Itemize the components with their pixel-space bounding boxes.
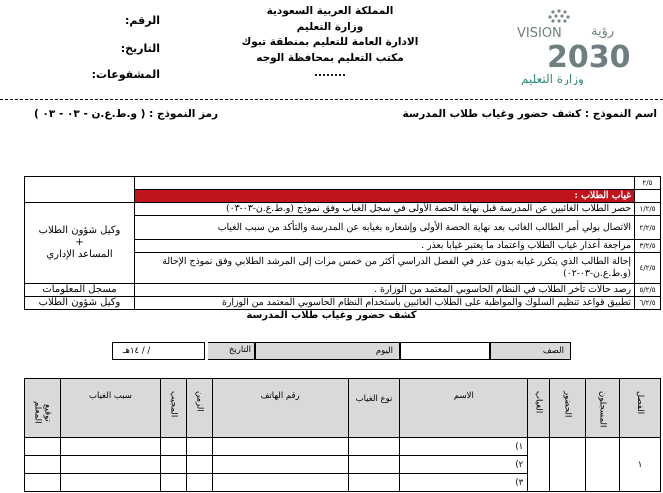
class-number: ١	[620, 438, 661, 492]
col-registered: المسجلون	[586, 379, 620, 438]
time-cell[interactable]	[186, 474, 212, 492]
duty-task: رصد حالات تأخر الطلاب في النظام الحاسوبي المعتمد من الوزارة .	[135, 284, 635, 297]
duty-task	[135, 177, 635, 190]
reason-cell[interactable]	[61, 474, 161, 492]
col-reason: سبب الغياب	[61, 379, 161, 438]
col-time: الزمن	[186, 379, 212, 438]
role-plus: +	[75, 237, 84, 248]
form-code: رمز النموذج : ( و.ط.ع.ن - ٠٣ - ٠٣ )	[34, 108, 219, 120]
vision-year: 2030	[547, 40, 631, 75]
duties-table	[24, 176, 661, 310]
reason-cell[interactable]	[61, 456, 161, 474]
date-label: التاريخ:	[120, 42, 160, 55]
time-cell[interactable]	[186, 456, 212, 474]
col-teacher-sign: توقيع المعلم	[25, 379, 61, 438]
reason-cell[interactable]	[61, 438, 161, 456]
duty-number: ١/٢/٥	[635, 203, 661, 216]
table-row	[25, 438, 661, 456]
duty-role	[25, 177, 135, 203]
col-absent: الغياب	[528, 379, 550, 438]
duty-number	[635, 190, 661, 203]
duty-number: ٤/٢/٥	[635, 253, 661, 284]
kingdom-title: المملكة العربية السعودية	[266, 5, 394, 17]
date-label-bar: التاريخ	[228, 345, 251, 355]
duty-number: ٢/٢/٥	[635, 216, 661, 240]
time-cell[interactable]	[186, 438, 212, 456]
present-cell[interactable]	[550, 438, 586, 492]
col-phone: رقم الهاتف	[212, 379, 348, 438]
form-name: اسم النموذج : كشف حضور وغياب طلاب المدرسة	[402, 108, 657, 120]
teacher-sign-cell[interactable]	[25, 474, 61, 492]
duty-number: ٣/٢/٥	[635, 240, 661, 253]
sheet-title: كشف حضور وغياب طلاب المدرسة	[246, 310, 417, 321]
duties-row	[25, 203, 661, 216]
duties-row	[25, 297, 661, 310]
duty-number: ٥/٢/٥	[635, 284, 661, 297]
role-line: المساعد الإداري	[46, 249, 113, 260]
class-field[interactable]	[400, 342, 490, 360]
header-divider	[0, 99, 663, 100]
vision-2030-logo	[515, 5, 660, 85]
duty-task: الاتصال بولي أمر الطالب الغائب بعد نهاية الحصة الأولى وإشعاره بغيابه عن المدرسة والتأكد من سبب الغياب	[135, 216, 635, 240]
phone-cell[interactable]	[212, 438, 348, 456]
date-field[interactable]: / / ١٤هـ	[112, 342, 205, 360]
absence-type-cell[interactable]	[348, 474, 400, 492]
day-label: اليوم	[255, 342, 400, 360]
responder-cell[interactable]	[160, 456, 186, 474]
ref-label: الرقم:	[125, 14, 160, 27]
phone-cell[interactable]	[212, 456, 348, 474]
duty-role: مسجل المعلومات	[25, 284, 135, 297]
duty-role: وكيل شؤون الطلاب	[25, 297, 135, 310]
vision-word: VISION	[517, 26, 562, 41]
duty-task: مراجعة أعذار غياب الطلاب واعتماد ما يعتبر غيابا بعذر .	[135, 240, 635, 253]
col-name: الاسم	[400, 379, 528, 438]
duty-task: إحالة الطالب الذي يتكرر غيابه بدون عذر في الفصل الدراسي أكثر من خمس مرات إلى المرشد الطلابي وفق نموذج الإحالة (و.ط.ع.ن-٠٣-٠٢)	[135, 253, 635, 284]
office-title: مكتب التعليم بمحافظة الوجه	[256, 51, 404, 64]
teacher-sign-cell[interactable]	[25, 438, 61, 456]
phone-cell[interactable]	[212, 474, 348, 492]
duty-number: ٢/٥	[635, 177, 661, 190]
teacher-sign-cell[interactable]	[25, 456, 61, 474]
col-absence-type: نوع الغياب	[348, 379, 400, 438]
duties-row	[25, 284, 661, 297]
directorate-title: الادارة العامة للتعليم بمنطقة تبوك	[241, 36, 419, 48]
responder-cell[interactable]	[160, 438, 186, 456]
header-ministry-block	[230, 4, 430, 82]
vision-ar-word: رؤية	[591, 24, 615, 39]
logo-ministry-text: وزارة التعليم	[521, 72, 584, 85]
registered-cell[interactable]	[586, 438, 620, 492]
col-responder: المجيب	[160, 379, 186, 438]
duty-section-heading: غياب الطلاب :	[135, 190, 635, 203]
absent-cell[interactable]	[528, 438, 550, 492]
duty-task: تطبيق قواعد تنظيم السلوك والمواظبة على الطلاب الغائبين باستخدام النظام الحاسوبي المعتمد من الوزارة	[135, 297, 635, 310]
absence-type-cell[interactable]	[348, 438, 400, 456]
responder-cell[interactable]	[160, 474, 186, 492]
duty-role-students-affairs	[25, 203, 135, 284]
col-present: الحضور	[550, 379, 586, 438]
class-label: الصف	[490, 342, 571, 360]
absence-type-cell[interactable]	[348, 456, 400, 474]
header-dots: ........	[314, 67, 346, 79]
attachments-label: المشفوعات:	[91, 68, 160, 81]
student-name-cell[interactable]: ١)	[400, 438, 528, 456]
student-name-cell[interactable]: ٣)	[400, 474, 528, 492]
attendance-table	[24, 378, 661, 492]
attendance-header-row	[25, 379, 661, 438]
duties-row	[25, 177, 661, 190]
role-line: وكيل شؤون الطلاب	[38, 225, 121, 236]
ministry-title: وزارة التعليم	[296, 20, 364, 33]
duty-number: ٦/٢/٥	[635, 297, 661, 310]
col-class: الفصل	[620, 379, 661, 438]
student-name-cell[interactable]: ٢)	[400, 456, 528, 474]
duty-task: حصر الطلاب الغائبين عن المدرسة قبل نهاية الحصة الأولى في سجل الغياب وفق نموذج (و.ط.ع.ن-٠٣-٠٣)	[135, 203, 635, 216]
